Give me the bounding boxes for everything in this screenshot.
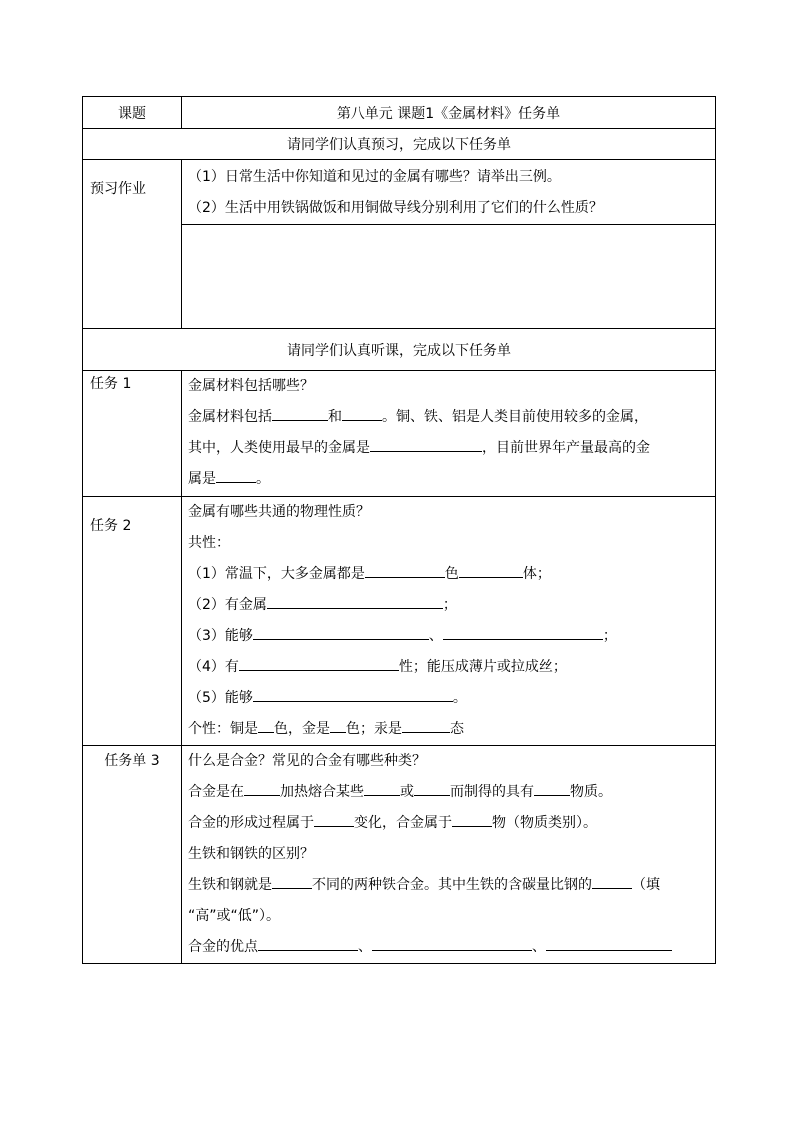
task3-iron-steel: 生铁和钢就是 不同的两种铁合金。其中生铁的含碳量比钢的 （填 “高”或“低”）。 (182, 870, 715, 932)
blank[interactable] (546, 934, 672, 951)
task1-line-b: 其中，人类使用最早的金属是 ，目前世界年产量最高的金 (182, 433, 715, 464)
task2-prop-1: （1）常温下，大多金属都是 色 体； (182, 559, 715, 590)
preview-row (83, 160, 716, 225)
blank[interactable] (592, 872, 632, 889)
blank[interactable] (253, 685, 453, 702)
blank[interactable] (452, 810, 492, 827)
preview-question-2: （2）生活中用铁锅做饭和用铜做导线分别利用了它们的什么性质？ (188, 200, 603, 216)
blank[interactable] (365, 561, 445, 578)
blank[interactable] (272, 404, 328, 421)
blank[interactable] (342, 404, 382, 421)
task3-alloy-formation: 合金的形成过程属于 变化，合金属于 物（物质类别）。 (182, 808, 715, 839)
class-instruction-row (83, 329, 716, 371)
preview-label: 预习作业 (83, 160, 182, 329)
blank[interactable] (267, 592, 443, 609)
blank[interactable] (459, 561, 523, 578)
task3-question: 什么是合金？常见的合金有哪些种类？ (188, 753, 426, 769)
task1-line-c: 属是 。 (182, 464, 715, 495)
task3-alloy-definition: 合金是在 加热熔合某些 或 而制得的具有 物质。 (182, 777, 715, 808)
class-instruction: 请同学们认真听课，完成以下任务单 (83, 329, 716, 371)
blank[interactable] (258, 716, 274, 733)
preview-question-1: （1）日常生活中你知道和见过的金属有哪些？请举出三例。 (188, 169, 561, 185)
blank[interactable] (414, 779, 450, 796)
task1-question: 金属材料包括哪些？ (188, 378, 314, 394)
title-row (83, 97, 716, 129)
worksheet-table (82, 96, 716, 964)
task2-common-label: 共性： (188, 535, 230, 551)
blank[interactable] (364, 779, 400, 796)
task2-prop-4: （4）有 性；能压成薄片或拉成丝； (182, 652, 715, 683)
blank[interactable] (314, 810, 354, 827)
task3-row (83, 746, 716, 964)
page-title: 第八单元 课题1《金属材料》任务单 (182, 97, 716, 129)
blank[interactable] (272, 872, 312, 889)
task3-question-2: 生铁和钢铁的区别？ (188, 846, 314, 862)
blank[interactable] (443, 623, 603, 640)
task2-prop-2: （2）有金属 ； (182, 590, 715, 621)
blank[interactable] (372, 934, 532, 951)
preview-instruction: 请同学们认真预习，完成以下任务单 (83, 129, 716, 160)
task2-prop-5: （5）能够 。 (182, 683, 715, 714)
blank[interactable] (534, 779, 570, 796)
blank[interactable] (216, 466, 256, 483)
task2-row (83, 497, 716, 746)
header-topic-label: 课题 (83, 97, 182, 129)
task1-row (83, 371, 716, 497)
task1-label: 任务 1 (83, 371, 182, 497)
task2-question: 金属有哪些共通的物理性质？ (188, 504, 370, 520)
blank[interactable] (239, 654, 399, 671)
preview-answer-area[interactable] (182, 225, 716, 329)
task2-label: 任务 2 (83, 497, 182, 746)
blank[interactable] (370, 435, 482, 452)
task3-label: 任务单 3 (83, 746, 182, 964)
task2-individual: 个性：铜是 色，金是 色；汞是 态 (182, 714, 715, 745)
preview-instruction-row (83, 129, 716, 160)
blank[interactable] (253, 623, 429, 640)
blank[interactable] (258, 934, 358, 951)
blank[interactable] (330, 716, 346, 733)
task2-prop-3: （3）能够 、 ； (182, 621, 715, 652)
blank[interactable] (402, 716, 450, 733)
task1-line-a: 金属材料包括 和 。铜、铁、铝是人类目前使用较多的金属， (182, 402, 715, 433)
blank[interactable] (244, 779, 280, 796)
task3-alloy-advantages: 合金的优点 、 、 (182, 932, 715, 963)
